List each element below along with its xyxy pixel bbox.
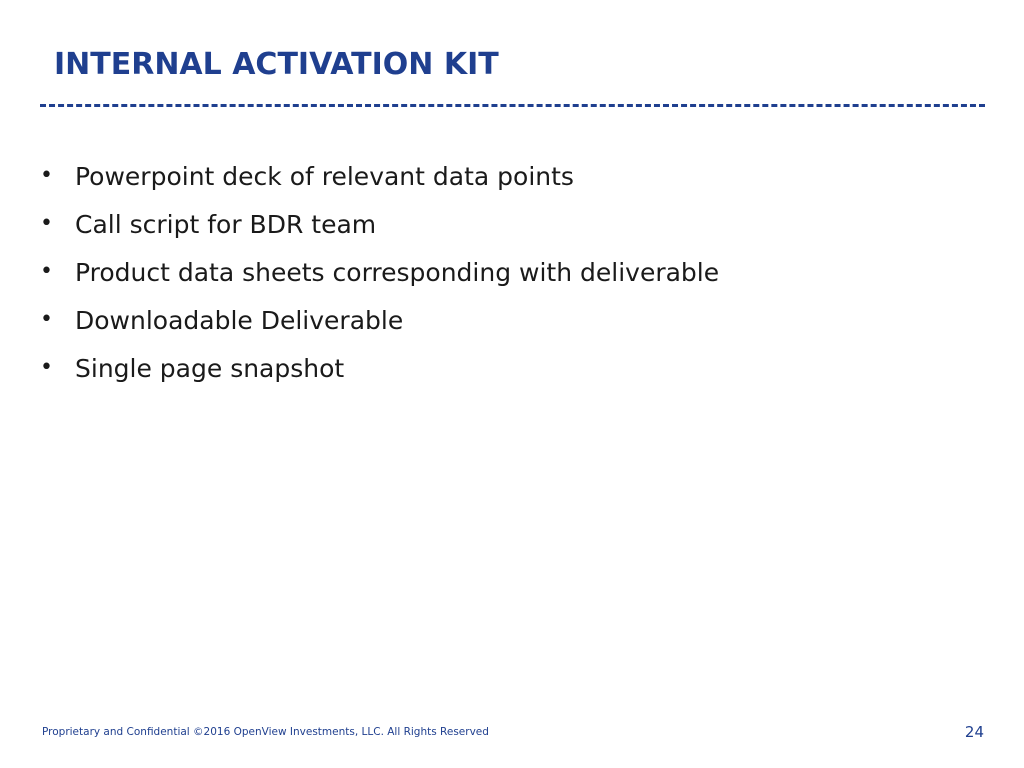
bullet-text: Powerpoint deck of relevant data points — [75, 161, 574, 191]
list-item — [40, 248, 719, 296]
footer-copyright: Proprietary and Confidential ©2016 OpenView Investments, LLC. All Rights Reserved — [42, 726, 489, 738]
bullet-icon: • — [40, 307, 53, 332]
bullet-list — [40, 152, 719, 392]
slide-title: INTERNAL ACTIVATION KIT — [54, 47, 499, 82]
list-item — [40, 152, 719, 200]
bullet-icon: • — [40, 259, 53, 284]
bullet-text: Product data sheets corresponding with deliverable — [75, 257, 720, 287]
bullet-text: Downloadable Deliverable — [75, 305, 404, 335]
bullet-text: Call script for BDR team — [75, 209, 377, 239]
list-item — [40, 296, 719, 344]
page-number: 24 — [964, 723, 984, 741]
bullet-icon: • — [40, 355, 53, 380]
bullet-icon: • — [40, 163, 53, 188]
bullet-text: Single page snapshot — [75, 353, 345, 383]
title-divider — [40, 104, 985, 107]
list-item — [40, 200, 719, 248]
bullet-icon: • — [40, 211, 53, 236]
list-item — [40, 344, 719, 392]
